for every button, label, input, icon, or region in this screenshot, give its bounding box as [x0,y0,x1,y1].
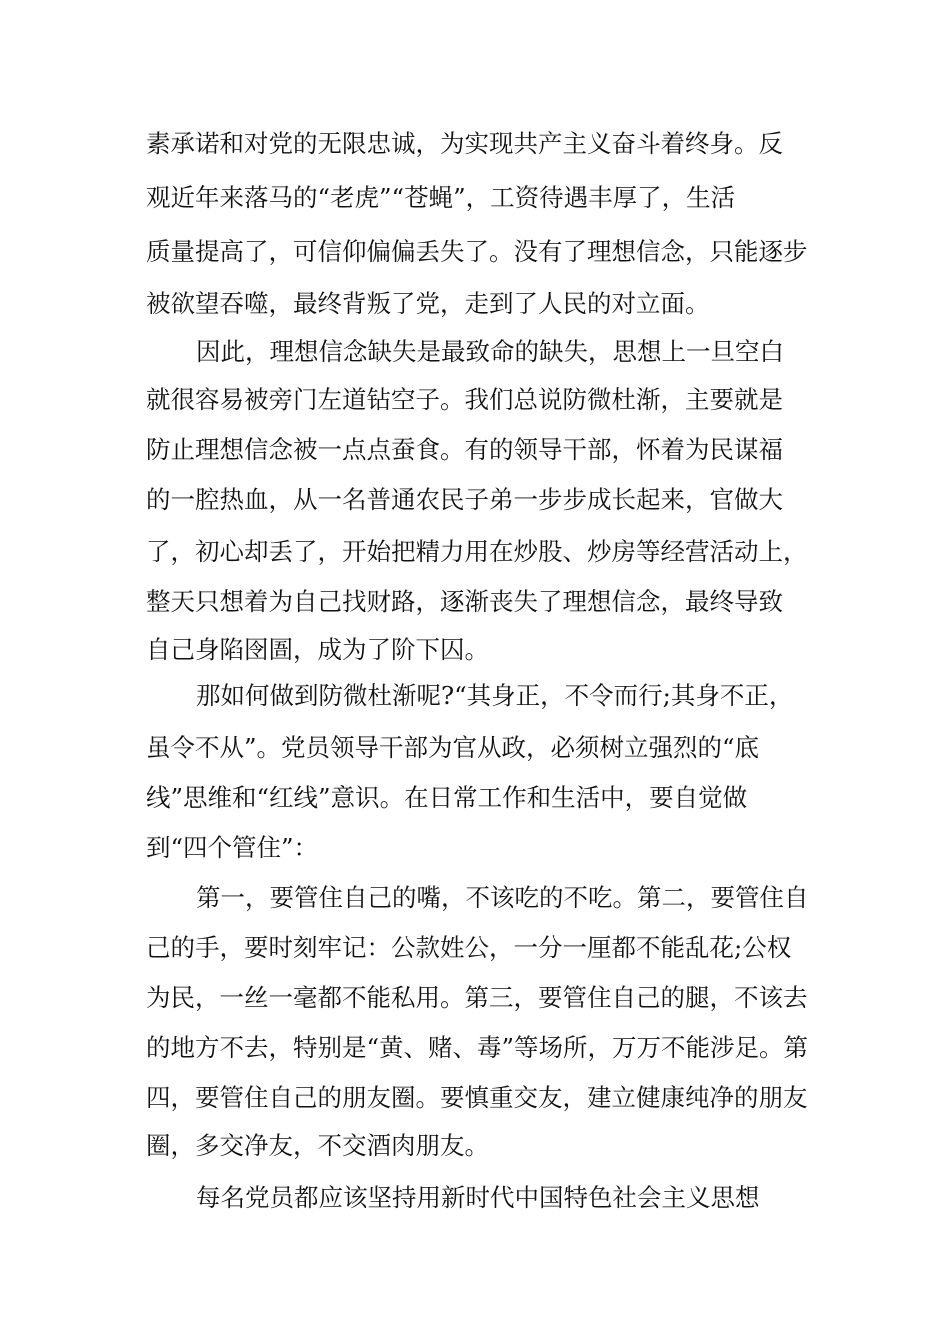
text-line: 线”思维和“红线”意识。在日常工作和生活中，要自觉做 [146,783,748,812]
text-line: 圈，多交净友，不交酒肉朋友。 [146,1131,489,1160]
text-line: 虽令不从”。党员领导干部为官从政，必须树立强烈的“底 [146,733,760,762]
text-line: 被欲望吞噬，最终背叛了党，走到了人民的对立面。 [146,289,710,318]
text-line: 为民，一丝一毫都不能私用。第三，要管住自己的腿，不该去 [146,983,808,1012]
text-line: 了，初心却丢了，开始把精力用在炒股、炒房等经营活动上， [146,537,808,566]
text-line: 质量提高了，可信仰偏偏丢失了。没有了理想信念，只能逐步 [146,237,808,266]
text-line: 观近年来落马的“老虎”“苍蝇”，工资待遇丰厚了，生活 [146,183,736,212]
text-line: 整天只想着为自己找财路，逐渐丧失了理想信念，最终导致 [146,587,783,616]
paragraph-first-line: 那如何做到防微杜渐呢?“其身正，不令而行;其身不正， [196,681,794,710]
text-line: 到“四个管住”： [146,833,319,862]
text-line: 自己身陷囹圄，成为了阶下囚。 [146,635,489,664]
text-line: 就很容易被旁门左道钻空子。我们总说防微杜渐，主要就是 [146,385,783,414]
text-line: 的地方不去，特别是“黄、赌、毒”等场所，万万不能涉足。第 [146,1033,809,1062]
text-line: 己的手，要时刻牢记：公款姓公，一分一厘都不能乱花;公权 [146,933,792,962]
text-line: 防止理想信念被一点点蚕食。有的领导干部，怀着为民谋福 [146,435,783,464]
paragraph-first-line: 因此，理想信念缺失是最致命的缺失，思想上一旦空白 [196,337,784,366]
text-line: 素承诺和对党的无限忠诚，为实现共产主义奋斗着终身。反 [146,129,783,158]
paragraph-first-line: 每名党员都应该坚持用新时代中国特色社会主义思想 [196,1183,760,1212]
text-line: 的一腔热血，从一名普通农民子弟一步步成长起来，官做大 [146,485,783,514]
paragraph-first-line: 第一，要管住自己的嘴，不该吃的不吃。第二，要管住自 [196,883,809,912]
text-line: 四，要管住自己的朋友圈。要慎重交友，建立健康纯净的朋友 [146,1083,808,1112]
